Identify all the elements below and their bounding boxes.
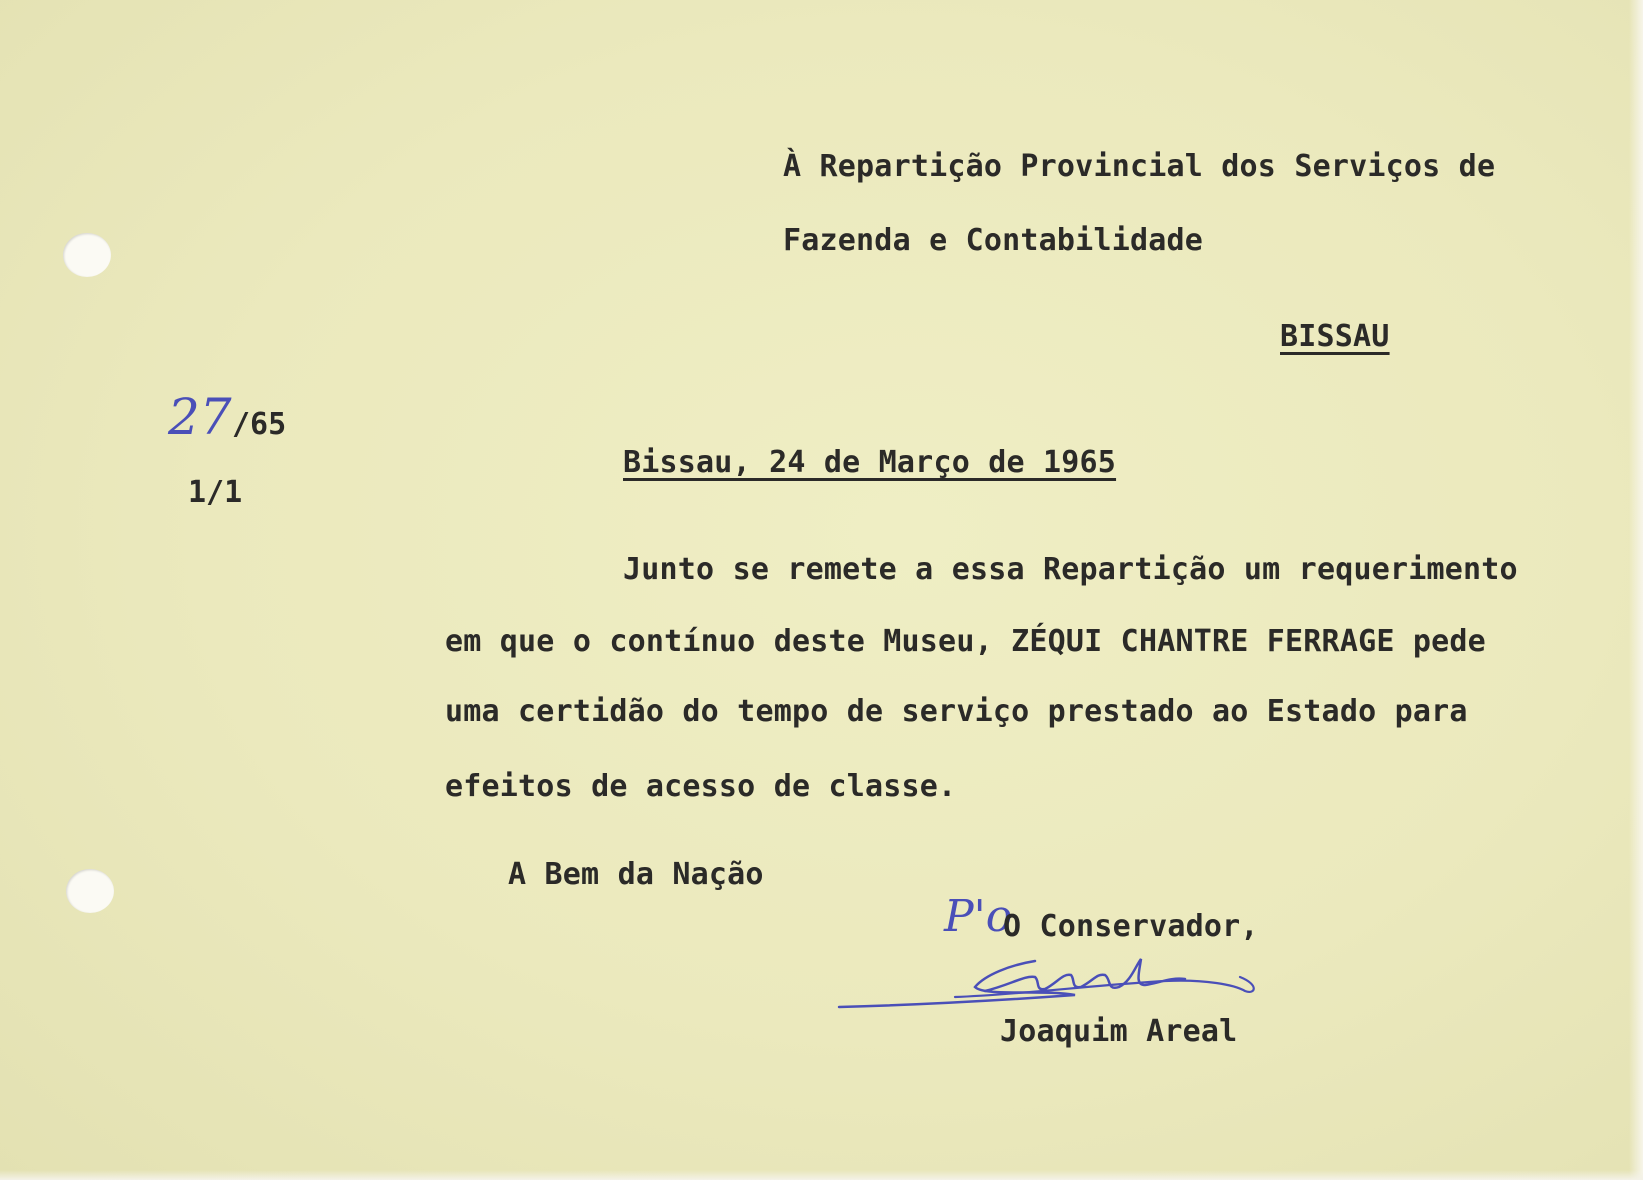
addressee-city: BISSAU bbox=[1280, 319, 1390, 354]
date-line: Bissau, 24 de Março de 1965 bbox=[623, 445, 1117, 480]
reference-year: /65 bbox=[232, 407, 287, 442]
body-line-1: Junto se remete a essa Repartição um requerimento bbox=[623, 552, 1518, 587]
closing-salutation: A Bem da Nação bbox=[508, 857, 764, 892]
addressee-line-2: Fazenda e Contabilidade bbox=[783, 223, 1204, 258]
paper-edge-bottom bbox=[0, 1170, 1643, 1180]
handwritten-signature bbox=[835, 945, 1305, 1025]
handwritten-reference-number: 27 bbox=[168, 388, 232, 446]
addressee-line-1: À Repartição Provincial dos Serviços de bbox=[783, 149, 1496, 184]
body-line-2: em que o contínuo deste Museu, ZÉQUI CHANTRE FERRAGE pede bbox=[445, 624, 1486, 659]
body-line-3: uma certidão do tempo de serviço prestado ao Estado para bbox=[445, 694, 1468, 729]
punch-hole-bottom bbox=[66, 869, 114, 913]
punch-hole-top bbox=[63, 233, 111, 277]
page-count: 1/1 bbox=[188, 475, 243, 510]
body-line-4: efeitos de acesso de classe. bbox=[445, 769, 957, 804]
handwritten-prefix: P'o bbox=[944, 891, 1013, 942]
signatory-title: O Conservador, bbox=[1003, 909, 1259, 944]
paper-edge-right bbox=[1629, 0, 1643, 1180]
signatory-name: Joaquim Areal bbox=[1000, 1014, 1238, 1049]
